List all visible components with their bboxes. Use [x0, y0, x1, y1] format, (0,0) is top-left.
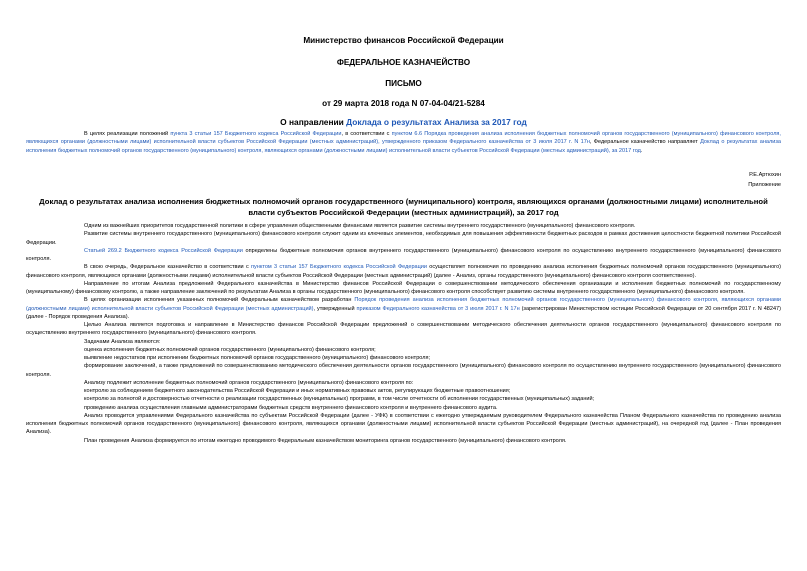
intro-link-procedure[interactable]: пунктом 6.6 Порядка проведения анализа исполнения бюджетных полномочий органов государственного (муниципального) финансового контроля, являющихся органами (должностными лицами) исполнительной власти субъектов Российской Федерации (местных администраций), утвержденного приказом Федерального казначейства от 3 июля 2017 г. N 17н [26, 131, 781, 146]
intro-text [26, 130, 781, 155]
p3-text: определены бюджетные полномочия органов внутреннего государственного (муниципального) финансового контроля по осуществлению внутреннего государственного (муниципального) финансового контроля. [26, 247, 781, 262]
paragraph-9: оценка исполнения бюджетных полномочий органов государственного (муниципального) финансового контроля; [84, 346, 376, 353]
intro-link-budget-code[interactable]: пункта 3 статьи 157 Бюджетного кодекса Российской Федерации [170, 131, 342, 137]
paragraph-11: формирование заключений, а также предложений по совершенствованию методического обеспечения деятельности органов государственного (муниципального) финансового контроля по осуществлению внутреннего государственного (муниципального) финансового контроля. [26, 363, 781, 378]
appendix-label: Приложение [748, 182, 781, 188]
agency-heading: ФЕДЕРАЛЬНОЕ КАЗНАЧЕЙСТВО [336, 58, 471, 67]
report-body [26, 222, 781, 445]
p3-link-article[interactable]: Статьей 269.2 Бюджетного кодекса Российской Федерации [84, 247, 243, 254]
paragraph-14: контролю за полнотой и достоверностью отчетности о реализации государственных (муниципальных) программ, в том числе отчетности об исполнении государственных (муниципальных) заданий; [84, 396, 595, 403]
p6-t1: В целях организации исполнения указанных полномочий Федеральным казначейством разработан [84, 297, 355, 304]
subject-heading [0, 117, 807, 127]
paragraph-5: Направление по итогам Анализа предложений Федерального казначейства в Министерство финансов Российской Федерации о совершенствовании методического обеспечения организации и исполнения бюджетных полномочий по государственному (муниципальному) финансовому контролю, а также направление заключений по результатам Анализа в органы государственного (муниципального) финансового контроля способствует развитию системы внутреннего государственного (муниципального) финансового контроля. [26, 280, 781, 295]
p4-t1: В свою очередь, Федеральное казначейство в соответствии с [84, 264, 252, 271]
subject-link[interactable]: Доклада о результатах Анализа за 2017 год [346, 117, 527, 127]
paragraph-7: Целью Анализа является подготовка и направление в Министерство финансов Российской Федерации предложений о совершенствовании методического обеспечения деятельности органов государственного (муниципального) финансового контроля по осуществлению внутреннего государственного (муниципального) финансового контроля. [26, 322, 781, 337]
doc-type-heading: ПИСЬМО [385, 79, 422, 88]
p6-link-order[interactable]: приказом Федерального казначейства от 3 июля 2017 г. N 17н [356, 305, 520, 312]
signature: Р.Е.Артюхин [749, 172, 781, 178]
paragraph-8: Задачами Анализа являются: [84, 338, 161, 345]
p4-link-budget-code[interactable]: пунктом 3 статьи 157 Бюджетного кодекса Российской Федерации [251, 264, 427, 271]
ministry-heading: Министерство финансов Российской Федерации [303, 36, 504, 45]
intro-t4: . [640, 147, 643, 154]
intro-t1: В целях реализации положений [84, 131, 171, 137]
subject-prefix: О направлении [280, 117, 347, 127]
report-title: Доклад о результатах анализа исполнения бюджетных полномочий органов государственного (муниципального) контроля, являющихся органами (должностными лицами) исполнительной власти субъектов Российской Федерации (местных администраций), за 2017 год [39, 197, 768, 217]
intro-link-report[interactable]: Доклад о результатах анализа исполнения бюджетных полномочий органов государственного (муниципального) контроля, являющихся органами (должностными лицами) исполнительной власти субъектов Российской Федерации (местных администраций), за 2017 год [26, 139, 781, 154]
p6-link-procedure[interactable]: Порядок проведения анализа исполнения бюджетных полномочий органов государственного (муниципального) финансового контроля, являющихся органами (должностными лицами) исполнительной власти субъектов Российской Федерации (местных администраций) [26, 297, 781, 312]
p6-t3: (зарегистрирован Министерством юстиции Российской Федерации от 20 сентября 2017 г. N 48247) (далее - Порядок проведения Анализа). [26, 305, 781, 320]
paragraph-13: контролю за соблюдением бюджетного законодательства Российской Федерации и иных нормативных правовых актов, регулирующих бюджетные правоотношения; [84, 388, 511, 394]
paragraph-4 [26, 263, 781, 280]
paragraph-6 [26, 296, 781, 321]
paragraph-2: Развитие системы внутреннего государственного (муниципального) финансового контроля служит одним из ключевых элементов, необходимых для повышения эффективности бюджетных расходов в рамках достижения целостности бюджетной политики Российской Федерации. [26, 231, 781, 246]
intro-t3: , Федеральное казначейство направляет [589, 139, 701, 146]
paragraph-3 [26, 247, 781, 264]
date-number-heading: от 29 марта 2018 года N 07-04-04/21-5284 [322, 99, 485, 108]
paragraph-1: Одним из важнейших приоритетов государственной политики в сфере управления общественными финансами является развитие системы внутреннего государственного (муниципального) финансового контроля. [84, 223, 636, 229]
p4-t2: осуществляет полномочия по проведению анализа исполнения бюджетных полномочий органов государственного (муниципального) финансового контроля, являющихся органами (должностными лицами) исполнительной власти субъектов Российской Федерации (местных администраций) (далее - Анализ, органы государственного (муниципального) финансового контроля соответственно). [26, 264, 782, 279]
paragraph-16: Анализ проводится управлениями Федерального казначейства по субъектам Российской Федерации (далее - УФК) в соответствии с ежегодно утверждаемым руководителем Федерального казначейства Планом Федерального казначейства по проведению анализа исполнения бюджетных полномочий органов государственного (муниципального) финансового контроля, являющихся органами (должностными лицами) исполнительной власти субъектов Российской Федерации (местных администраций), на очередной год (далее - План проведения Анализа). [26, 412, 781, 436]
intro-t2: , в соответствии с [341, 131, 392, 137]
paragraph-10: выявление недостатков при исполнении бюджетных полномочий органов государственного (муниципального) финансового контроля; [84, 355, 431, 361]
paragraph-15: проведению анализа осуществления главными администраторами бюджетных средств внутреннего финансового контроля и внутреннего финансового аудита. [84, 404, 498, 411]
paragraph-17: План проведения Анализа формируется по итогам ежегодно проводимого Федеральным казначейством мониторинга органов государственного (муниципального) финансового контроля. [84, 437, 567, 444]
intro-paragraph [26, 130, 781, 155]
p6-t2: , утвержденный [313, 305, 357, 312]
paragraph-12: Анализу подлежит исполнение бюджетных полномочий органов государственного (муниципального) финансового контроля по: [84, 379, 414, 386]
